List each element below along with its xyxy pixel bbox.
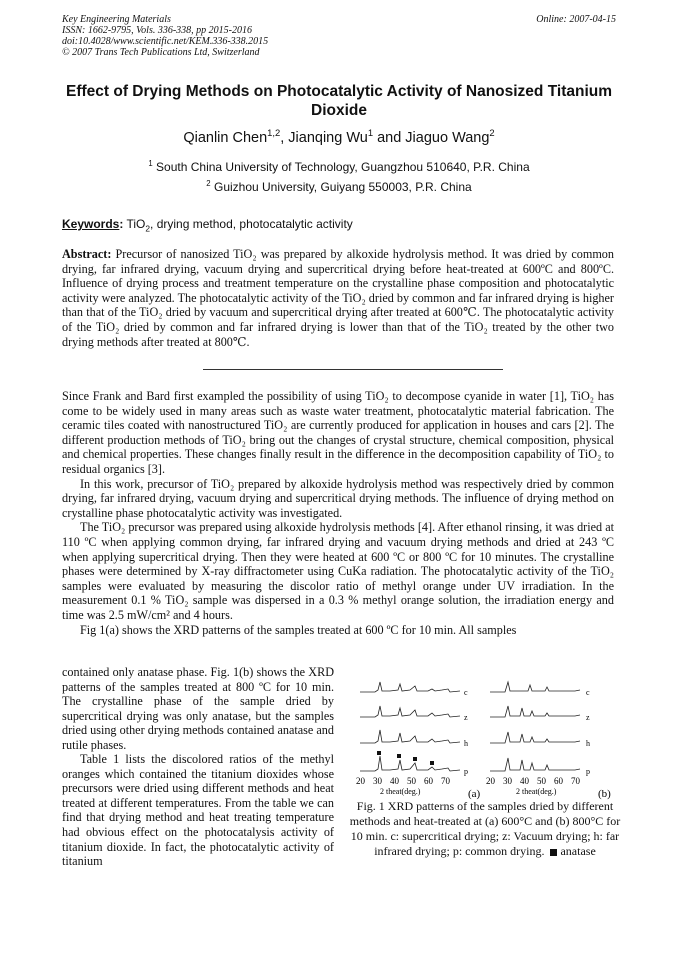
affiliation-2-text: Guizhou University, Guiyang 550003, P.R. China <box>213 180 472 194</box>
author-3: and Jiaguo Wang <box>373 130 490 146</box>
author-1-sup: 1,2 <box>267 127 281 139</box>
abstract-label: Abstract: <box>62 247 112 261</box>
curve-label-a-z: z <box>464 713 468 722</box>
anatase-marker <box>413 757 417 761</box>
issn-pages: ISSN: 1662-9795, Vols. 336-338, pp 2015-2016 <box>62 25 252 36</box>
body-text <box>62 389 614 637</box>
tick-label: 40 <box>520 776 529 786</box>
journal-name: Key Engineering Materials <box>62 14 171 25</box>
tick-label: 60 <box>554 776 563 786</box>
xrd-figure <box>350 670 620 800</box>
panel-b-curve-p <box>490 758 580 771</box>
curve-label-b-p: p <box>586 767 590 776</box>
panel-a-label: (a) <box>468 788 481 800</box>
panel-a-curve-c <box>360 682 460 692</box>
panel-b-curve-z <box>490 706 580 717</box>
figure-caption <box>344 799 626 859</box>
tick-label: 50 <box>407 776 416 786</box>
paragraph-4-cont: contained only anatase phase. Fig. 1(b) shows the XRD patterns of the samples treated at 800 ºC for 10 min. The crystalline phase of the sample dried by supercritical drying was only anatase, but the samples dried using other drying methods contained anatase and rutile phases. <box>62 665 334 752</box>
x-axis-label-a: 2 theat(deg.) <box>380 787 421 796</box>
curve-label-a-p: p <box>464 767 468 776</box>
abstract-text: Precursor of nanosized TiO₂ was prepared by alkoxide hydrolysis method. It was dried by common drying, far infrared drying, vacuum drying and supercritical drying before heat-treated at 600ºC and 800ºC. Influence of drying process and treatment temperature on the crystalline phase composition and photocatalytic activity were analyzed. The photocatalytic activity of the TiO₂ dried by common and far infrared drying is higher than that of the TiO₂ dried by vacuum and supercritical drying after treated at 600℃. The photocatalytic activity of the TiO₂ dried by common and far infrared drying is lower than that of the TiO₂ treated by the other two drying methods after treated at 800℃. <box>62 247 614 349</box>
tick-label: 30 <box>503 776 512 786</box>
keywords-rest: , drying method, photocatalytic activity <box>150 217 353 231</box>
affiliation-1-sup: 1 <box>148 159 153 168</box>
tick-label: 20 <box>486 776 495 786</box>
tick-label: 20 <box>356 776 365 786</box>
caption-text: Fig. 1 XRD patterns of the samples dried by different methods and heat-treated at (a) 600°C and (b) 800°C for 10 min. c: supercritical drying; z: Vacuum drying; h: far infrared drying; p: common drying. <box>349 799 621 858</box>
affiliation-1 <box>0 160 678 174</box>
keywords-label: Keywords <box>62 217 120 231</box>
panel-a-ticks <box>356 776 451 786</box>
panel-a-curve-h <box>360 730 460 743</box>
legend-anatase: anatase <box>560 844 596 858</box>
running-header <box>62 14 616 58</box>
anatase-marker <box>377 751 381 755</box>
paragraph-4: Fig 1(a) shows the XRD patterns of the samples treated at 600 ºC for 10 min. All samples <box>80 622 517 637</box>
tick-label: 60 <box>424 776 433 786</box>
author-1: Qianlin Chen <box>183 130 268 146</box>
paragraph-3: The TiO₂ precursor was prepared using alkoxide hydrolysis methods [4]. After ethanol rinsing, it was dried at 110 ºC when applying common drying, far infrared drying and vacuum drying methods and dried at 243 ºC when applying supercritical drying. Then they were heated at 600 ºC or 800 ºC for 10 minutes. The crystalline phases were determined by X-ray diffractometer using CuKa radiation. The photocatalytic activity of the TiO₂ samples were evaluated by measuring the discolor ratio of methyl orange under UV irradiation. In the measurement 0.1 % TiO₂ sample was dispersed in a 0.3 % methyl orange solution, the irradiation energy and time was 2.5 mW/cm² and 4 hours. <box>62 520 614 622</box>
panel-a-curve-p <box>360 756 460 771</box>
panel-a-curves <box>360 682 460 771</box>
curve-label-b-h: h <box>586 739 590 748</box>
affiliation-1-text: South China University of Technology, Guangzhou 510640, P.R. China <box>156 160 530 174</box>
paragraph-1: Since Frank and Bard first exampled the possibility of using TiO₂ to decompose cyanide in water [1], TiO₂ has come to be widely used in many areas such as waste water treatment, photocatalytic material fabrication. The ceramic tiles coated with nanostructured TiO₂ are currently produced for application in houses and cars [2]. The different production methods of TiO₂ bring out the changes of crystal structure, chemical composition, physical and chemical properties. These changes finally result in the difference in the decomposition capability of TiO₂ to residual organics [3]. <box>62 389 614 476</box>
paragraph-5: Table 1 lists the discolored ratios of the methyl oranges which contained the titanium dioxides whose precursors were dried using different methods and heat treated at different temperatures. From the table we can find that drying method and heat treating temperature had obvious effect on the photocatalysis activity of titanium dioxide. In fact, the photocatalytic activity of titanium <box>62 752 334 869</box>
anatase-marker <box>430 761 434 765</box>
x-axis-label-b: 2 theat(deg.) <box>516 787 557 796</box>
author-2-sup: 1 <box>367 127 374 139</box>
tick-label: 50 <box>537 776 546 786</box>
abstract <box>62 247 614 349</box>
tick-label: 30 <box>373 776 382 786</box>
paper-title: Effect of Drying Methods on Photocatalytic Activity of Nanosized Titanium Dioxide <box>66 83 612 119</box>
anatase-square-icon <box>550 849 557 856</box>
curve-label-a-c: c <box>464 688 468 697</box>
panel-a-curve-z <box>360 706 460 717</box>
curve-label-a-h: h <box>464 739 468 748</box>
keyword-sub: 2 <box>145 223 151 234</box>
section-divider <box>203 369 503 370</box>
tick-label: 70 <box>571 776 580 786</box>
keyword-tio2: TiO <box>126 217 146 231</box>
paragraph-2: In this work, precursor of TiO₂ prepared by alkoxide hydrolysis method was respectively dried by common drying, far infrared drying, vacuum drying and supercritical drying methods. The influence of drying method on crystalline phase photocatalytic activity was investigated. <box>62 476 614 520</box>
author-2: , Jianqing Wu <box>280 130 368 146</box>
left-column-text <box>62 665 334 869</box>
affiliation-2-sup: 2 <box>206 179 211 188</box>
panel-b-curves <box>490 682 580 771</box>
tick-label: 40 <box>390 776 399 786</box>
keywords: Keywords: TiO$_2$, drying method, photocatalytic activity <box>62 217 353 234</box>
curve-label-b-z: z <box>586 713 590 722</box>
tick-label: 70 <box>441 776 450 786</box>
affiliation-2 <box>0 180 678 194</box>
panel-b-curve-c <box>490 682 580 692</box>
curve-label-b-c: c <box>586 688 590 697</box>
author-list <box>0 127 678 146</box>
author-3-sup: 2 <box>489 127 495 139</box>
anatase-marker <box>397 754 401 758</box>
panel-b-ticks <box>486 776 581 786</box>
online-date: Online: 2007-04-15 <box>536 14 616 25</box>
panel-b-label: (b) <box>598 788 611 800</box>
doi: doi:10.4028/www.scientific.net/KEM.336-338.2015 <box>62 36 269 47</box>
copyright: © 2007 Trans Tech Publications Ltd, Switzerland <box>62 47 260 58</box>
panel-b-curve-h <box>490 732 580 743</box>
